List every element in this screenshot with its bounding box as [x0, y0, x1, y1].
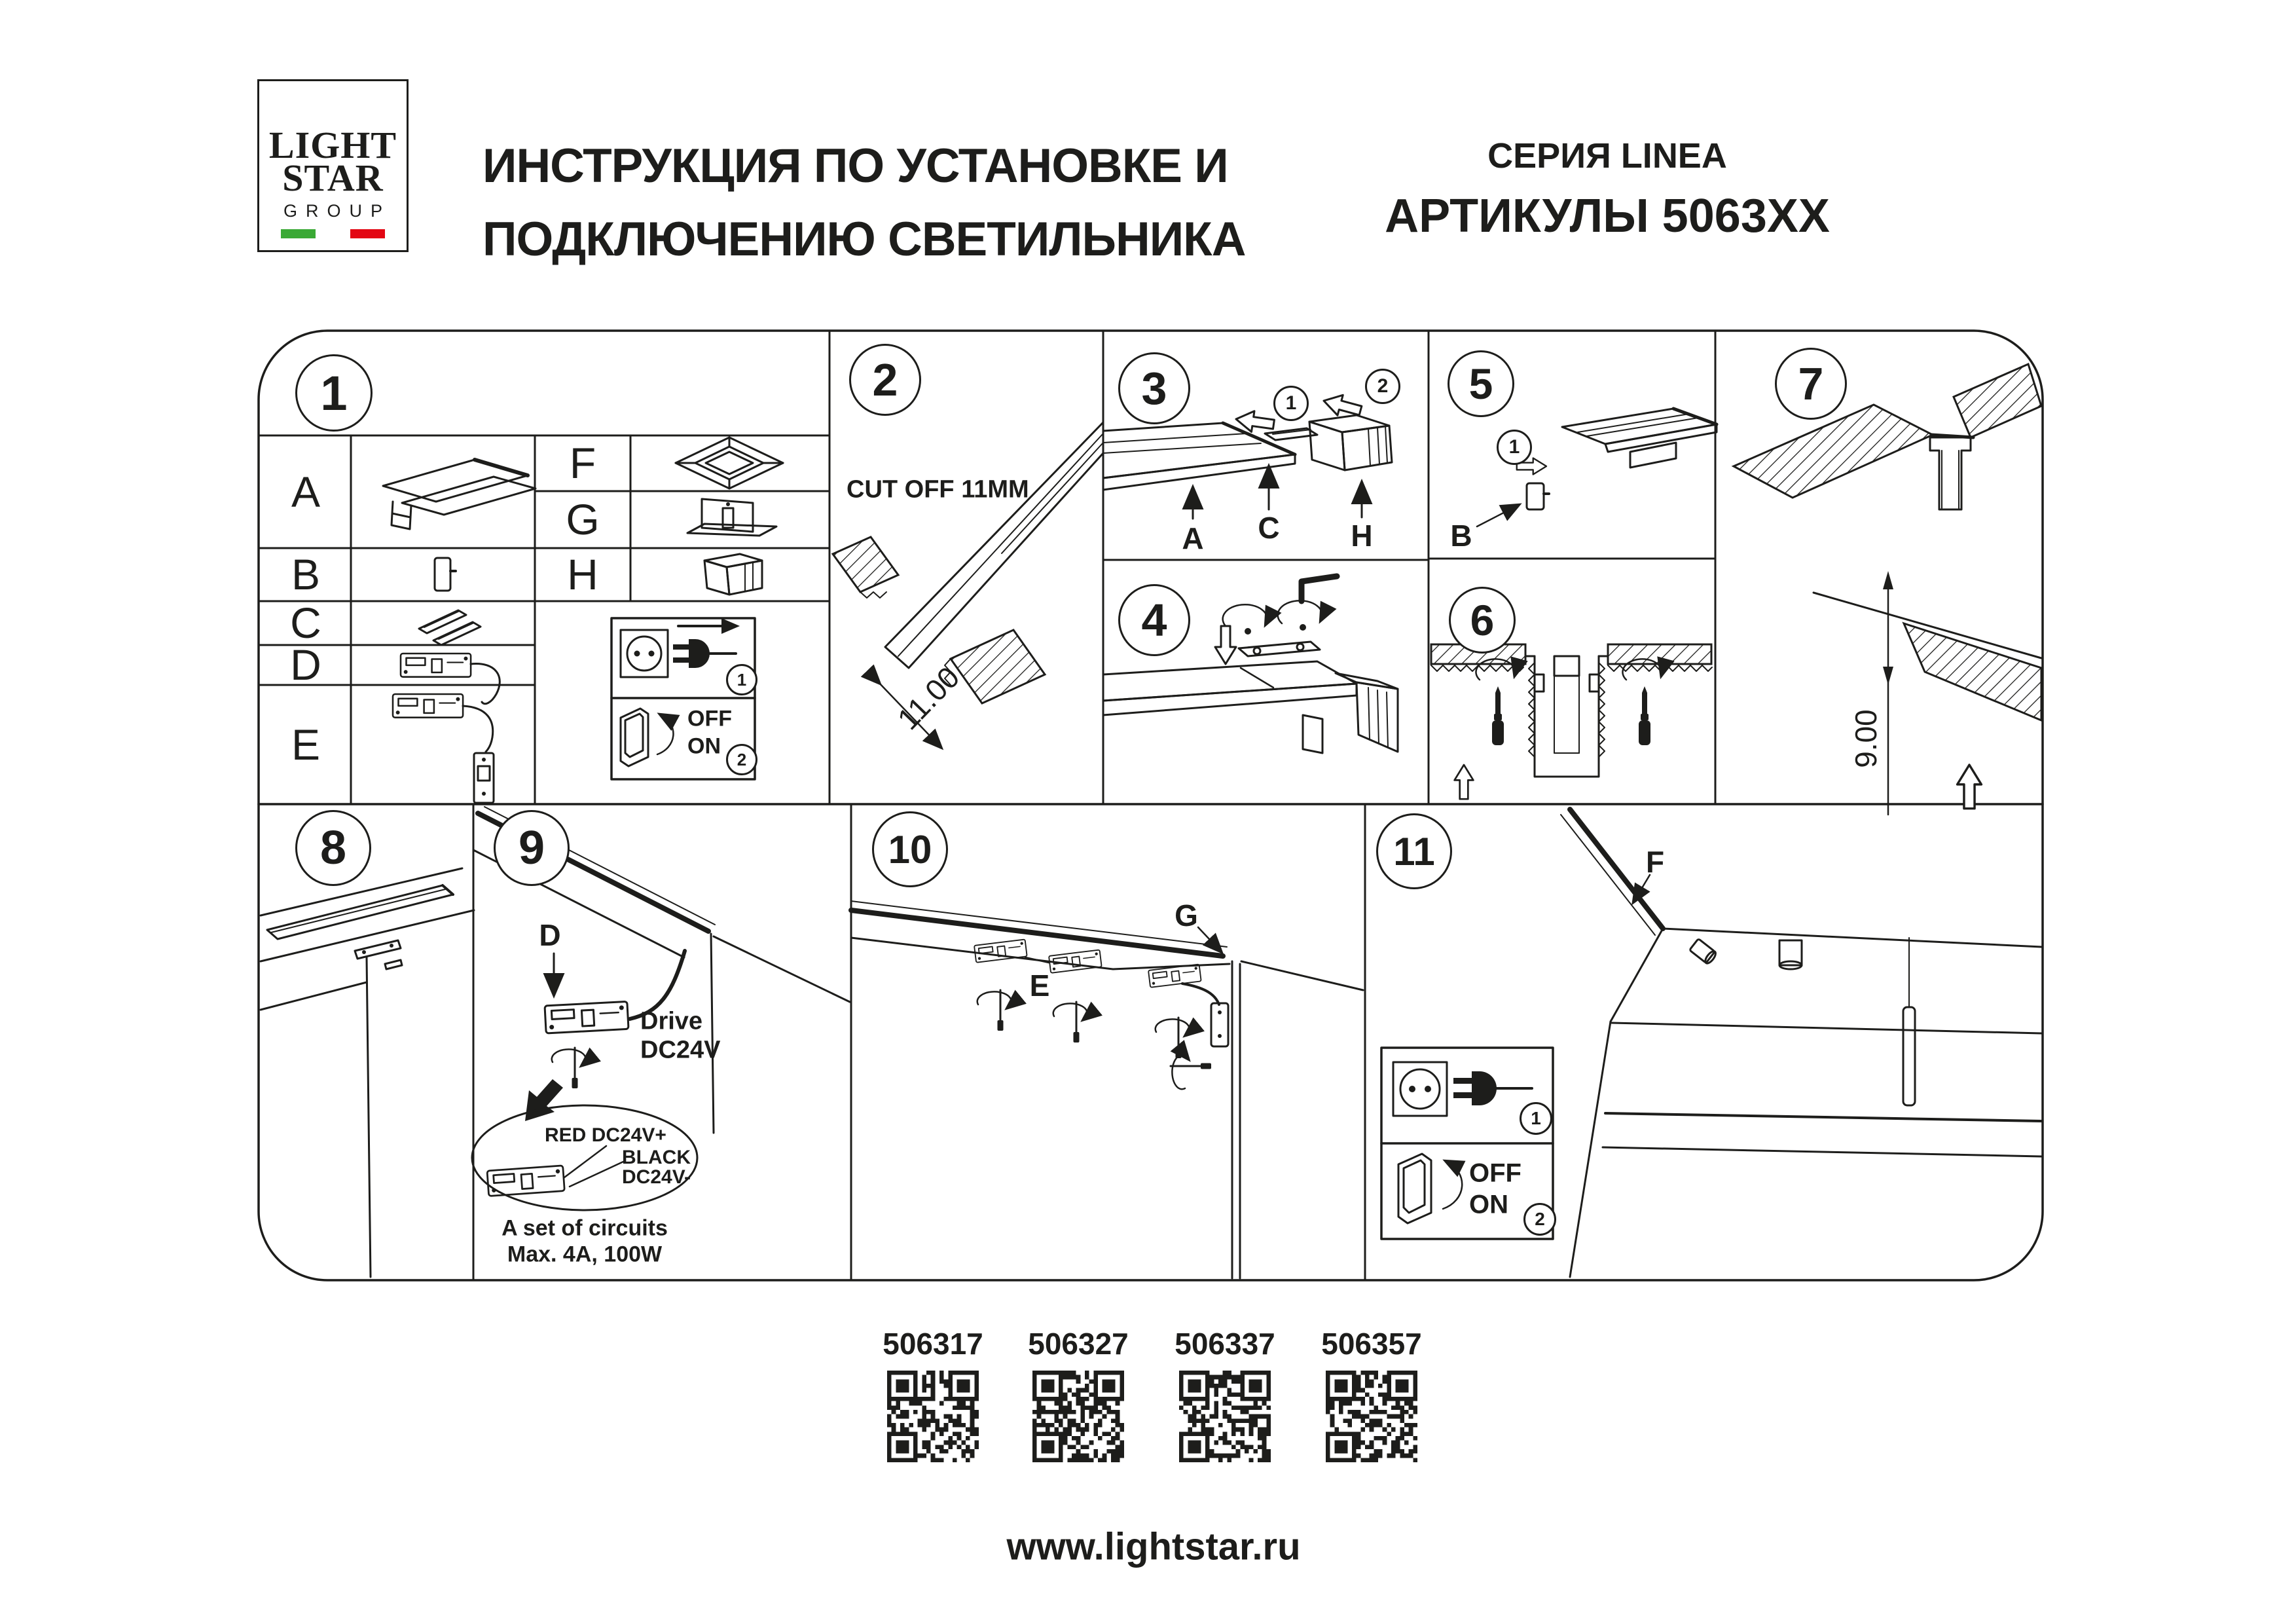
screwdriver-rotate-icon — [552, 1048, 586, 1088]
screwdriver-rotate-icon — [1053, 1002, 1087, 1043]
cylinder-light-icon — [1779, 940, 1802, 969]
table-part-f: F — [569, 439, 596, 487]
step-circle-5: 5 — [1448, 350, 1514, 417]
plug-icon — [1453, 1071, 1532, 1105]
part-g-bracket-icon — [687, 499, 776, 536]
panel6-art — [1431, 644, 1712, 799]
hex-key-icon — [1302, 576, 1337, 601]
logo-word-light: LIGHT — [268, 124, 397, 166]
part-h-corner-connector-icon — [704, 554, 762, 595]
italian-flag-icon — [281, 229, 386, 238]
panel11-art — [1561, 809, 2041, 1277]
power-step-plug-1: 1 — [726, 664, 757, 695]
driver-icon — [545, 1001, 629, 1033]
step-circle-2: 2 — [849, 344, 921, 416]
power-step-switch-1: 2 — [726, 744, 757, 775]
switch-off-label: OFF — [687, 706, 732, 731]
plug-icon — [673, 618, 740, 668]
callout-step-2: 2 — [1365, 369, 1400, 404]
callout-a: A — [1182, 521, 1204, 555]
panel2-art — [833, 422, 1103, 747]
circuits-note-line2: Max. 4A, 100W — [507, 1242, 663, 1267]
dim-9mm: 9.00 — [1849, 709, 1883, 768]
table-part-c: C — [290, 599, 321, 647]
step-circle-6: 6 — [1449, 587, 1516, 654]
qr-code — [1326, 1371, 1417, 1462]
part-d-driver-icon — [401, 654, 500, 704]
screwdriver-rotate-icon — [977, 990, 1011, 1031]
callout-e: E — [1029, 969, 1050, 1003]
switch-off-label-11: OFF — [1469, 1158, 1522, 1188]
switch-icon — [1398, 1154, 1462, 1223]
wire-red-label: RED DC24V+ — [545, 1124, 666, 1146]
step-circle-11: 11 — [1376, 813, 1452, 889]
screwdriver-rotate-icon — [1156, 1018, 1190, 1058]
qr-code — [1032, 1371, 1124, 1462]
switch-icon — [621, 709, 673, 766]
qr-code — [1179, 1371, 1271, 1462]
cut-off-label: CUT OFF 11MM — [847, 475, 1029, 504]
drive-label-line1: Drive — [640, 1007, 703, 1035]
step-circle-7: 7 — [1775, 348, 1847, 420]
step-circle-3: 3 — [1118, 352, 1190, 424]
driver-icon — [974, 939, 1027, 962]
wire-black-label-line2: DC24V- — [622, 1166, 691, 1188]
step-circle-1: 1 — [295, 354, 373, 432]
panel10-art — [851, 901, 1363, 1278]
dim-11mm: 11.00 — [890, 659, 966, 737]
logo-word-group: GROUP — [283, 201, 391, 221]
step-circle-10: 10 — [872, 811, 948, 887]
drive-label-line2: DC24V — [640, 1036, 721, 1064]
callout-step-1-p5: 1 — [1497, 430, 1532, 465]
panel5-art — [1477, 409, 1717, 526]
callout-g: G — [1175, 898, 1198, 932]
step-circle-8: 8 — [295, 810, 371, 886]
part-c-strips-icon — [419, 610, 481, 645]
qr-label-506337: 506337 — [1175, 1327, 1275, 1361]
callout-b: B — [1450, 519, 1472, 553]
spot-light-icon — [1690, 938, 1718, 965]
panel7-art — [1734, 364, 2041, 815]
callout-c: C — [1258, 511, 1280, 545]
pendant-light-icon — [1903, 938, 1915, 1105]
footer-url: www.lightstar.ru — [1006, 1525, 1301, 1568]
power-step-switch-11: 2 — [1523, 1203, 1556, 1236]
part-e-corner-driver-icon — [393, 694, 494, 803]
logo-word-star: STAR — [282, 157, 384, 199]
screwdriver-icon — [1639, 686, 1650, 745]
qr-label-506357: 506357 — [1321, 1327, 1422, 1361]
screwdriver-rotate-icon — [1171, 1055, 1211, 1089]
circuits-note-line1: A set of circuits — [501, 1215, 668, 1241]
table-part-h: H — [567, 550, 598, 599]
wire-black-label-line1: BLACK — [622, 1147, 691, 1168]
table-part-b: B — [291, 550, 321, 599]
page-title-line1: ИНСТРУКЦИЯ ПО УСТАНОВКЕ И — [483, 139, 1228, 193]
part-a-fixture-icon — [383, 460, 536, 529]
part-f-corner-frame-icon — [676, 437, 783, 489]
panel8-art — [261, 868, 474, 1277]
page-title-line2: ПОДКЛЮЧЕНИЮ СВЕТИЛЬНИКА — [483, 213, 1246, 266]
lightstar-logo — [257, 79, 409, 252]
driver-icon — [1049, 950, 1102, 972]
screwdriver-icon — [1492, 686, 1504, 745]
socket-icon — [621, 630, 668, 677]
table-part-d: D — [290, 640, 321, 689]
switch-on-label: ON — [687, 733, 721, 759]
callout-f: F — [1645, 845, 1665, 879]
step-circle-4: 4 — [1118, 584, 1190, 656]
socket-icon — [1393, 1062, 1447, 1116]
callout-d: D — [539, 918, 561, 952]
press-arrow-icon — [525, 1079, 563, 1121]
qr-label-506327: 506327 — [1028, 1327, 1129, 1361]
part-b-endcap-icon — [435, 558, 456, 591]
table-part-a: A — [291, 468, 321, 516]
power-step-plug-11: 1 — [1520, 1102, 1552, 1135]
switch-on-label-11: ON — [1469, 1190, 1508, 1219]
table-part-g: G — [566, 495, 600, 544]
qr-label-506317: 506317 — [883, 1327, 983, 1361]
callout-step-1: 1 — [1273, 386, 1309, 421]
qr-code — [887, 1371, 979, 1462]
step-circle-9: 9 — [494, 810, 570, 886]
callout-h: H — [1351, 519, 1373, 553]
series-label: СЕРИЯ LINEA — [1487, 136, 1727, 175]
table-part-e: E — [291, 720, 321, 769]
articles-label: АРТИКУЛЫ 5063XX — [1385, 190, 1830, 242]
